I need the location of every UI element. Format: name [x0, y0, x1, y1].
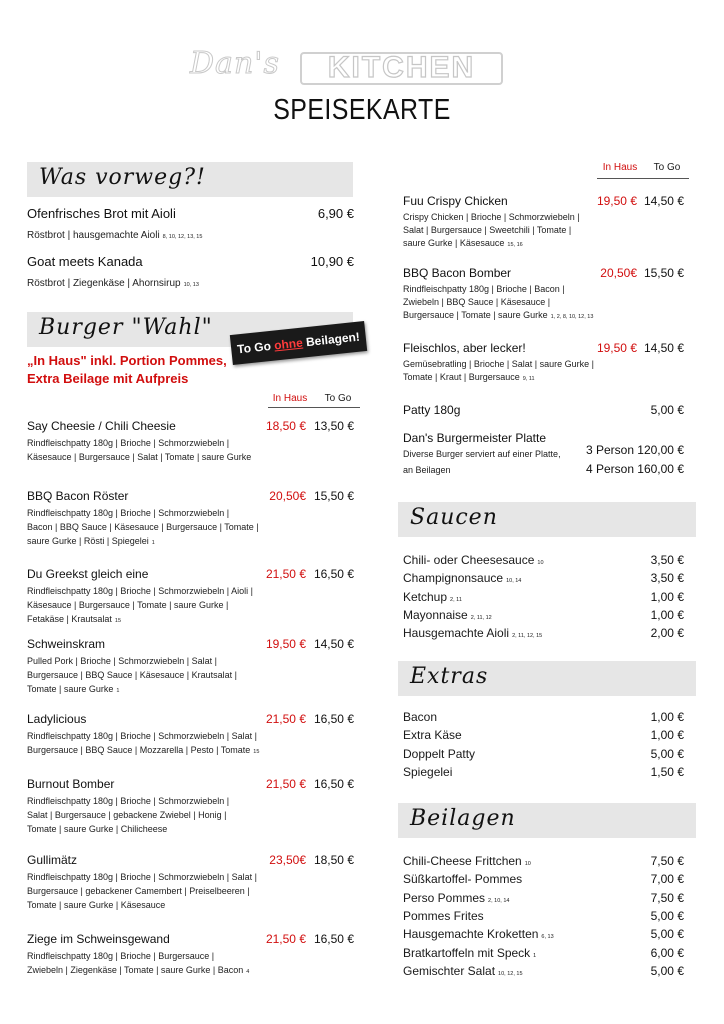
- saucen-item-price: 3,50 €: [650, 553, 684, 567]
- burger-price-to-go: 16,50 €: [313, 712, 354, 726]
- saucen-item-name-row: [403, 590, 462, 604]
- extras-item-name-row: [403, 747, 475, 761]
- allergen-numbers: 15, 16: [507, 242, 523, 248]
- vorweg-item-desc: [27, 277, 199, 292]
- platte-opt1-label: 3 Person: [585, 443, 634, 457]
- saucen-banner: [398, 502, 696, 537]
- burger-desc-text: Zwiebeln | Ziegenkäse | Tomate | saure Gurke | Bacon: [27, 965, 244, 975]
- saucen-item-price: 1,00 €: [650, 607, 684, 622]
- burger-desc-line: [403, 224, 571, 237]
- extras-item-name: Bacon: [403, 710, 438, 724]
- extras-item-name: Doppelt Patty: [403, 746, 476, 761]
- vorweg-item-desc-text: Röstbrot | hausgemachte Aioli: [27, 230, 160, 241]
- burger-name: Fleischlos, aber lecker!: [403, 341, 526, 355]
- burger-desc-text: Salat | Burgersauce | gebackene Zwiebel | Honig |: [27, 810, 227, 820]
- allergen-numbers: 15: [114, 618, 122, 624]
- burger-note: [27, 352, 227, 388]
- burger-name: Say Cheesie / Chili Cheesie: [27, 419, 176, 433]
- burger-name: Gullimätz: [27, 853, 78, 867]
- burger-desc-line: [27, 744, 259, 759]
- burger-desc-text: Rindfleischpatty 180g | Brioche | Schmorzwiebeln | Aioli |: [27, 586, 253, 596]
- burger-desc-text: Rindfleischpatty 180g | Brioche | Schmorzwiebeln |: [27, 508, 230, 518]
- saucen-item-name-row: [403, 608, 492, 622]
- vorweg-item-price: 10,90 €: [310, 254, 354, 269]
- extras-item-price: 1,00 €: [650, 728, 684, 743]
- burger-desc-text: Zwiebeln | BBQ Sauce | Käsesauce |: [403, 297, 551, 307]
- saucen-item-name: Ketchup: [403, 589, 448, 604]
- burger-desc-text: Pulled Pork | Brioche | Schmorzwiebeln | Salat |: [27, 656, 217, 666]
- beilagen-item-name-row: [403, 964, 523, 978]
- extras-item-name: Extra Käse: [403, 728, 462, 743]
- right-col-in-haus: In Haus: [602, 162, 638, 173]
- burger-desc-line: [27, 507, 229, 520]
- burger-price-in-haus: 21,50 €: [265, 777, 306, 791]
- burger-price-to-go: 13,50 €: [313, 419, 354, 433]
- platte-name: Dan's Burgermeister Platte: [403, 431, 547, 445]
- extras-item-name: Spiegelei: [403, 764, 453, 779]
- burger-desc-line: [27, 871, 257, 884]
- burger-desc-text: Käsesauce | Burgersauce | Salat | Tomate | saure Gurke: [27, 452, 252, 462]
- extras-item-price: 1,50 €: [650, 764, 684, 779]
- allergen-numbers: 10: [537, 560, 544, 566]
- burger-desc-text: Tomate | Kraut | Burgersauce: [403, 372, 520, 382]
- burger-price-in-haus: 19,50 €: [596, 341, 637, 355]
- saucen-item-price: 3,50 €: [650, 571, 684, 586]
- burger-desc-line: [27, 795, 229, 808]
- extras-item-name-row: [403, 765, 452, 779]
- burger-price-to-go: 14,50 €: [313, 637, 354, 651]
- burger-price-to-go: 16,50 €: [313, 932, 354, 946]
- saucen-item-name-row: [403, 553, 544, 567]
- beilagen-item-price: 7,00 €: [650, 872, 684, 887]
- allergen-numbers: 2, 11, 12: [470, 614, 492, 621]
- burger-desc-line: [403, 237, 523, 252]
- right-col-divider: [597, 178, 689, 179]
- burger-desc-line: [27, 521, 259, 534]
- vorweg-item-name: Goat meets Kanada: [27, 254, 143, 269]
- burger-desc-line: [27, 535, 155, 550]
- patty-price: 5,00 €: [650, 403, 684, 417]
- vorweg-banner: [27, 162, 353, 197]
- allergen-numbers: 2, 10, 14: [488, 897, 510, 904]
- allergen-numbers: 9, 11: [522, 376, 535, 382]
- burger-price-in-haus: 18,50 €: [265, 419, 306, 433]
- burger-price-in-haus: 19,50 €: [265, 637, 306, 651]
- allergen-numbers: 10, 12, 15: [498, 970, 523, 977]
- left-col-in-haus: In Haus: [272, 393, 308, 404]
- burger-desc-line: [27, 809, 226, 822]
- allergen-numbers: 2, 11, 12, 15: [512, 633, 543, 640]
- burger-desc-line: [403, 358, 594, 371]
- beilagen-item-price: 5,00 €: [650, 908, 684, 923]
- burger-desc-line: [27, 950, 214, 963]
- burger-desc-line: [27, 599, 228, 612]
- burger-desc-line: [27, 899, 165, 912]
- burger-desc-text: Gemüsebratling | Brioche | Salat | saure Gurke |: [403, 359, 594, 369]
- saucen-item-price: 2,00 €: [650, 626, 684, 641]
- burger-desc-text: Bacon | BBQ Sauce | Käsesauce | Burgersauce | Tomate |: [27, 522, 259, 532]
- burger-name: Ziege im Schweinsgewand: [27, 932, 170, 946]
- badge-underlined: ohne: [273, 335, 304, 353]
- burger-desc-line: [403, 296, 550, 309]
- burger-desc-line: [27, 823, 167, 836]
- burger-desc-line: [403, 371, 535, 386]
- beilagen-item-name-row: [403, 872, 522, 886]
- burger-desc-text: Burgersauce | Tomate | saure Gurke: [403, 310, 548, 320]
- burger-desc-line: [27, 964, 249, 979]
- beilagen-item-name: Hausgemachte Kroketten: [403, 927, 539, 942]
- burger-desc-text: Salat | Burgersauce | Sweetchili | Tomate |: [403, 225, 572, 235]
- beilagen-item-price: 7,50 €: [650, 890, 684, 905]
- burger-desc-text: saure Gurke | Rösti | Spiegelei: [27, 536, 149, 546]
- beilagen-item-name: Perso Pommes: [403, 890, 486, 905]
- burger-desc-text: Fetakäse | Krautsalat: [27, 614, 112, 624]
- beilagen-heading: Beilagen: [410, 806, 516, 831]
- burger-name: Du Greekst gleich eine: [27, 567, 149, 581]
- burger-desc-text: Tomate | saure Gurke | Chilicheese: [27, 824, 168, 834]
- burger-price-to-go: 14,50 €: [643, 194, 684, 208]
- beilagen-item-name: Bratkartoffeln mit Speck: [403, 945, 531, 960]
- beilagen-item-name-row: [403, 927, 554, 941]
- burger-desc-text: Rindfleischpatty 180g | Brioche | Schmorzwiebeln |: [27, 438, 230, 448]
- burger-desc-line: [403, 309, 593, 324]
- saucen-heading: Saucen: [410, 505, 498, 530]
- vorweg-item-desc: [27, 229, 202, 244]
- logo-script: Dan's: [190, 46, 280, 81]
- extras-item-price: 5,00 €: [650, 746, 684, 761]
- burger-desc-text: saure Gurke | Käsesauce: [403, 238, 505, 248]
- burger-desc-line: [27, 451, 251, 464]
- beilagen-item-name: Gemischter Salat: [403, 963, 496, 978]
- beilagen-item-price: 5,00 €: [650, 963, 684, 978]
- extras-item-name-row: [403, 728, 462, 742]
- allergen-numbers: 1, 2, 8, 10, 12, 13: [550, 314, 594, 320]
- burger-price-to-go: 15,50 €: [313, 489, 354, 503]
- burger-desc-text: Käsesauce | Burgersauce | Tomate | saure Gurke |: [27, 600, 229, 610]
- beilagen-item-name: Chili-Cheese Frittchen: [403, 854, 522, 868]
- burger-desc-line: [27, 655, 217, 668]
- allergen-numbers: 6, 13: [541, 934, 554, 941]
- allergen-numbers: 2, 11: [450, 596, 462, 603]
- burger-desc-line: [27, 730, 257, 743]
- burger-desc-text: Burgersauce | BBQ Sauce | Mozzarella | Pesto | Tomate: [27, 745, 251, 755]
- platte-opt1-price: 120,00 €: [637, 443, 684, 457]
- vorweg-item-name: Ofenfrisches Brot mit Aioli: [27, 206, 176, 221]
- burger-price-to-go: 18,50 €: [313, 853, 354, 867]
- beilagen-item-price: 6,00 €: [650, 945, 684, 960]
- beilagen-item-name-row: [403, 854, 531, 868]
- saucen-item-name: Champignonsauce: [403, 571, 504, 586]
- burger-heading: Burger "Wahl": [39, 315, 213, 340]
- burger-price-in-haus: 21,50 €: [265, 567, 306, 581]
- burger-desc-text: Crispy Chicken | Brioche | Schmorzwiebeln |: [403, 212, 580, 222]
- page-title: SPEISEKARTE: [273, 94, 451, 126]
- burger-price-in-haus: 21,50 €: [265, 712, 306, 726]
- burger-desc-text: Rindfleischpatty 180g | Brioche | Schmorzwiebeln | Salat |: [27, 872, 257, 882]
- burger-desc-text: Rindfleischpatty 180g | Brioche | Schmorzwiebeln |: [27, 796, 230, 806]
- beilagen-item-price: 5,00 €: [650, 927, 684, 942]
- burger-desc-text: Burgersauce | BBQ Sauce | Käsesauce | Krautsalat |: [27, 670, 237, 680]
- left-col-to-go: To Go: [324, 393, 352, 404]
- burger-price-in-haus: 20,50€: [269, 489, 306, 503]
- burger-price-to-go: 16,50 €: [313, 777, 354, 791]
- burger-desc-line: [403, 283, 565, 296]
- logo-word: KITCHEN: [327, 51, 476, 84]
- beilagen-item-name-row: [403, 909, 484, 923]
- allergen-numbers: 10: [524, 861, 531, 867]
- badge-post: Beilagen!: [305, 329, 361, 350]
- burger-name: Ladylicious: [27, 712, 87, 726]
- burger-desc-line: [27, 437, 229, 450]
- platte-opt2-label: 4 Person: [585, 462, 634, 476]
- burger-desc-line: [403, 211, 580, 224]
- allergen-numbers: 1: [116, 688, 120, 694]
- burger-desc-text: Burgersauce | gebackener Camembert | Preiselbeeren |: [27, 886, 250, 896]
- beilagen-item-name-row: [403, 946, 536, 960]
- burger-desc-text: Rindfleischpatty 180g | Brioche | Bacon |: [403, 284, 565, 294]
- saucen-item-name: Mayonnaise: [403, 607, 468, 622]
- burger-name: Schweinskram: [27, 637, 106, 651]
- burger-price-to-go: 14,50 €: [643, 341, 684, 355]
- saucen-item-name: Chili- oder Cheesesauce: [403, 553, 535, 567]
- platte-desc-2: an Beilagen: [403, 465, 451, 475]
- allergen-numbers: 1: [151, 540, 155, 546]
- burger-desc-text: Tomate | saure Gurke: [27, 684, 114, 694]
- badge-pre: To Go: [236, 338, 272, 357]
- beilagen-item-name: Pommes Frites: [403, 908, 484, 923]
- burger-price-in-haus: 21,50 €: [265, 932, 306, 946]
- burger-price-to-go: 16,50 €: [313, 567, 354, 581]
- burger-desc-line: [27, 613, 121, 628]
- vorweg-item-desc-text: Röstbrot | Ziegenkäse | Ahornsirup: [27, 278, 181, 289]
- burger-desc-line: [27, 683, 119, 698]
- allergen-numbers: 8, 10, 12, 13, 15: [162, 234, 203, 240]
- burger-desc-line: [27, 885, 250, 898]
- burger-name: Burnout Bomber: [27, 777, 115, 791]
- beilagen-item-name-row: [403, 891, 509, 905]
- burger-price-in-haus: 23,50€: [269, 853, 306, 867]
- saucen-item-name: Hausgemachte Aioli: [403, 626, 510, 641]
- allergen-numbers: 4: [246, 969, 250, 975]
- burger-desc-line: [27, 669, 237, 682]
- extras-item-price: 1,00 €: [650, 710, 684, 724]
- extras-heading: Extras: [410, 664, 489, 689]
- burger-desc-text: Rindfleischpatty 180g | Brioche | Burgersauce |: [27, 951, 215, 961]
- extras-banner: [398, 661, 696, 696]
- vorweg-heading: Was vorweg?!: [39, 165, 206, 190]
- saucen-item-price: 1,00 €: [650, 589, 684, 604]
- allergen-numbers: 10, 13: [183, 282, 199, 288]
- burger-note-line1: „In Haus" inkl. Portion Pommes,: [27, 353, 227, 368]
- right-col-to-go: To Go: [653, 162, 681, 173]
- burger-desc-text: Tomate | saure Gurke | Käsesauce: [27, 900, 166, 910]
- beilagen-banner: [398, 803, 696, 838]
- burger-name: BBQ Bacon Bomber: [403, 266, 512, 280]
- burger-price-to-go: 15,50 €: [643, 266, 684, 280]
- patty-name: Patty 180g: [403, 403, 461, 417]
- burger-price-in-haus: 20,50€: [600, 266, 637, 280]
- allergen-numbers: 1: [533, 952, 537, 959]
- saucen-item-name-row: [403, 571, 521, 585]
- beilagen-item-price: 7,50 €: [650, 854, 684, 868]
- allergen-numbers: 10, 14: [506, 578, 522, 585]
- platte-opt2-price: 160,00 €: [637, 462, 684, 476]
- left-col-divider: [268, 407, 360, 408]
- saucen-item-name-row: [403, 626, 542, 640]
- platte-desc-1: Diverse Burger serviert auf einer Platte,: [403, 449, 561, 459]
- burger-name: BBQ Bacon Röster: [27, 489, 129, 503]
- vorweg-item-price: 6,90 €: [317, 206, 354, 221]
- burger-desc-line: [27, 585, 253, 598]
- burger-note-line2: Extra Beilage mit Aufpreis: [27, 371, 189, 386]
- allergen-numbers: 15: [253, 749, 260, 755]
- burger-desc-text: Rindfleischpatty 180g | Brioche | Schmorzwiebeln | Salat |: [27, 731, 257, 741]
- burger-price-in-haus: 19,50 €: [596, 194, 637, 208]
- extras-item-name-row: [403, 710, 437, 724]
- beilagen-item-name: Süßkartoffel- Pommes: [403, 872, 523, 887]
- burger-name: Fuu Crispy Chicken: [403, 194, 508, 208]
